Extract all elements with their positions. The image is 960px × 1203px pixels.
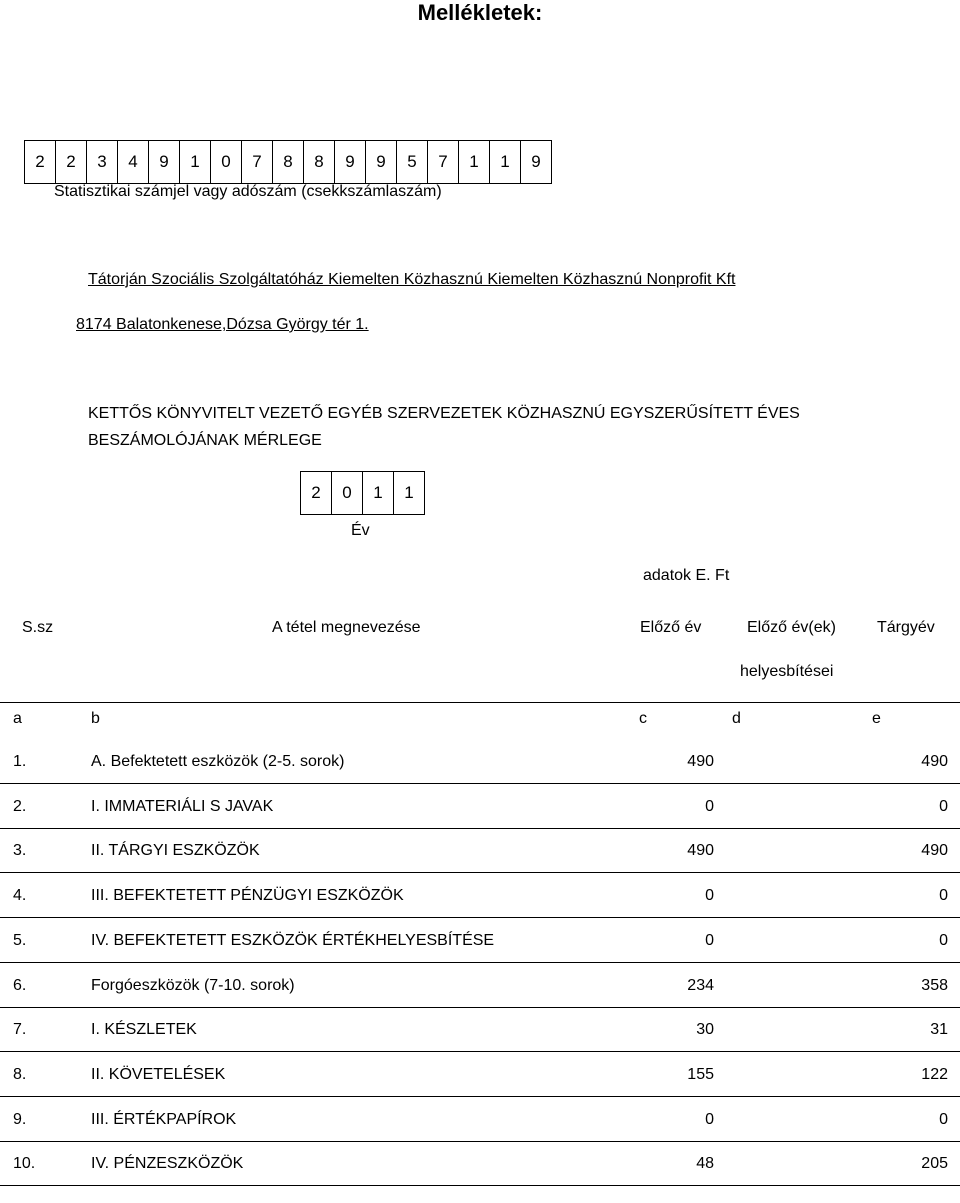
year-digit-box: 2 xyxy=(301,472,332,514)
row-number: 5. xyxy=(13,931,27,949)
tax-id-digit-box: 9 xyxy=(366,141,397,183)
row-current-year-value: 31 xyxy=(930,1021,948,1039)
row-item-name: II. KÖVETELÉSEK xyxy=(91,1065,226,1083)
row-divider xyxy=(0,828,960,829)
report-title-line-1: KETTŐS KÖNYVITELT VEZETŐ EGYÉB SZERVEZETEK KÖZHASZNÚ EGYSZERŰSÍTETT ÉVES xyxy=(88,405,800,422)
header-divider xyxy=(0,702,960,703)
row-item-name: I. KÉSZLETEK xyxy=(91,1021,197,1039)
row-item-name: III. BEFEKTETETT PÉNZÜGYI ESZKÖZÖK xyxy=(91,887,404,905)
row-number: 7. xyxy=(13,1021,27,1039)
row-item-name: Forgóeszközök (7-10. sorok) xyxy=(91,976,295,994)
row-item-name: I. IMMATERIÁLI S JAVAK xyxy=(91,797,274,815)
row-previous-year-value: 0 xyxy=(705,931,714,949)
row-current-year-value: 0 xyxy=(939,887,948,905)
tax-id-digit-box: 9 xyxy=(335,141,366,183)
row-current-year-value: 0 xyxy=(939,797,948,815)
row-previous-year-value: 0 xyxy=(705,797,714,815)
tax-id-digit-box: 7 xyxy=(428,141,459,183)
row-divider xyxy=(0,1051,960,1052)
row-divider xyxy=(0,872,960,873)
header-corrections-line-2: helyesbítései xyxy=(740,663,834,680)
row-previous-year-value: 30 xyxy=(696,1021,714,1039)
row-number: 9. xyxy=(13,1110,27,1128)
page-title: Mellékletek: xyxy=(417,0,543,25)
row-item-name: IV. PÉNZESZKÖZÖK xyxy=(91,1155,244,1173)
row-number: 6. xyxy=(13,976,27,994)
report-title-line-2: BESZÁMOLÓJÁNAK MÉRLEGE xyxy=(88,432,322,449)
row-divider xyxy=(0,1141,960,1142)
row-number: 4. xyxy=(13,887,27,905)
col-letter-e: e xyxy=(872,710,881,727)
col-letter-b: b xyxy=(91,710,100,727)
tax-id-digit-box: 9 xyxy=(521,141,552,183)
header-item-name: A tétel megnevezése xyxy=(272,619,421,636)
row-divider xyxy=(0,917,960,918)
row-current-year-value: 205 xyxy=(921,1155,948,1173)
row-current-year-value: 490 xyxy=(921,842,948,860)
tax-id-digit-box: 4 xyxy=(118,141,149,183)
tax-id-digit-box: 5 xyxy=(397,141,428,183)
header-previous-year: Előző év xyxy=(640,619,702,636)
row-previous-year-value: 155 xyxy=(687,1065,714,1083)
row-item-name: IV. BEFEKTETETT ESZKÖZÖK ÉRTÉKHELYESBÍTÉSE xyxy=(91,931,495,949)
tax-id-digit-box: 1 xyxy=(180,141,211,183)
row-previous-year-value: 0 xyxy=(705,1110,714,1128)
year-digit-box: 0 xyxy=(332,472,363,514)
row-number: 10. xyxy=(13,1155,36,1173)
row-current-year-value: 0 xyxy=(939,931,948,949)
row-item-name: II. TÁRGYI ESZKÖZÖK xyxy=(91,842,260,860)
row-previous-year-value: 48 xyxy=(696,1155,714,1173)
row-divider xyxy=(0,783,960,784)
header-sz: S.sz xyxy=(22,619,54,636)
year-boxes xyxy=(300,471,425,515)
row-divider xyxy=(0,962,960,963)
row-previous-year-value: 490 xyxy=(687,842,714,860)
row-current-year-value: 490 xyxy=(921,753,948,770)
tax-id-digit-box: 2 xyxy=(56,141,87,183)
row-number: 8. xyxy=(13,1065,27,1083)
row-number: 1. xyxy=(13,753,27,770)
row-previous-year-value: 490 xyxy=(687,753,714,770)
col-letter-c: c xyxy=(639,710,647,727)
year-digit-box: 1 xyxy=(394,472,425,514)
tax-id-digit-box: 0 xyxy=(211,141,242,183)
organization-name: Tátorján Szociális Szolgáltatóház Kiemelten Közhasznú Kiemelten Közhasznú Nonprofit Kft xyxy=(88,271,736,288)
tax-id-boxes xyxy=(24,140,552,184)
tax-id-digit-box: 8 xyxy=(304,141,335,183)
tax-id-digit-box: 3 xyxy=(87,141,118,183)
header-corrections: Előző év(ek) xyxy=(747,619,836,636)
year-label: Év xyxy=(351,522,370,539)
row-divider xyxy=(0,1185,960,1186)
tax-id-digit-box: 1 xyxy=(490,141,521,183)
tax-id-digit-box: 7 xyxy=(242,141,273,183)
organization-address: 8174 Balatonkenese,Dózsa György tér 1. xyxy=(76,316,369,333)
row-item-name: III. ÉRTÉKPAPÍROK xyxy=(91,1110,237,1128)
row-previous-year-value: 0 xyxy=(705,887,714,905)
year-digit-box: 1 xyxy=(363,472,394,514)
tax-id-digit-box: 2 xyxy=(25,141,56,183)
row-divider xyxy=(0,1007,960,1008)
row-number: 3. xyxy=(13,842,27,860)
header-current-year: Tárgyév xyxy=(877,619,935,636)
tax-id-digit-box: 9 xyxy=(149,141,180,183)
row-previous-year-value: 234 xyxy=(687,976,714,994)
tax-id-digit-box: 8 xyxy=(273,141,304,183)
col-letter-d: d xyxy=(732,710,741,727)
row-number: 2. xyxy=(13,797,27,815)
row-item-name: A. Befektetett eszközök (2-5. sorok) xyxy=(91,753,345,770)
row-current-year-value: 358 xyxy=(921,976,948,994)
tax-id-label: Statisztikai számjel vagy adószám (csekkszámlaszám) xyxy=(54,183,442,200)
row-current-year-value: 0 xyxy=(939,1110,948,1128)
row-current-year-value: 122 xyxy=(921,1065,948,1083)
col-letter-a: a xyxy=(13,710,22,727)
row-divider xyxy=(0,1096,960,1097)
units-note: adatok E. Ft xyxy=(643,567,730,584)
tax-id-digit-box: 1 xyxy=(459,141,490,183)
